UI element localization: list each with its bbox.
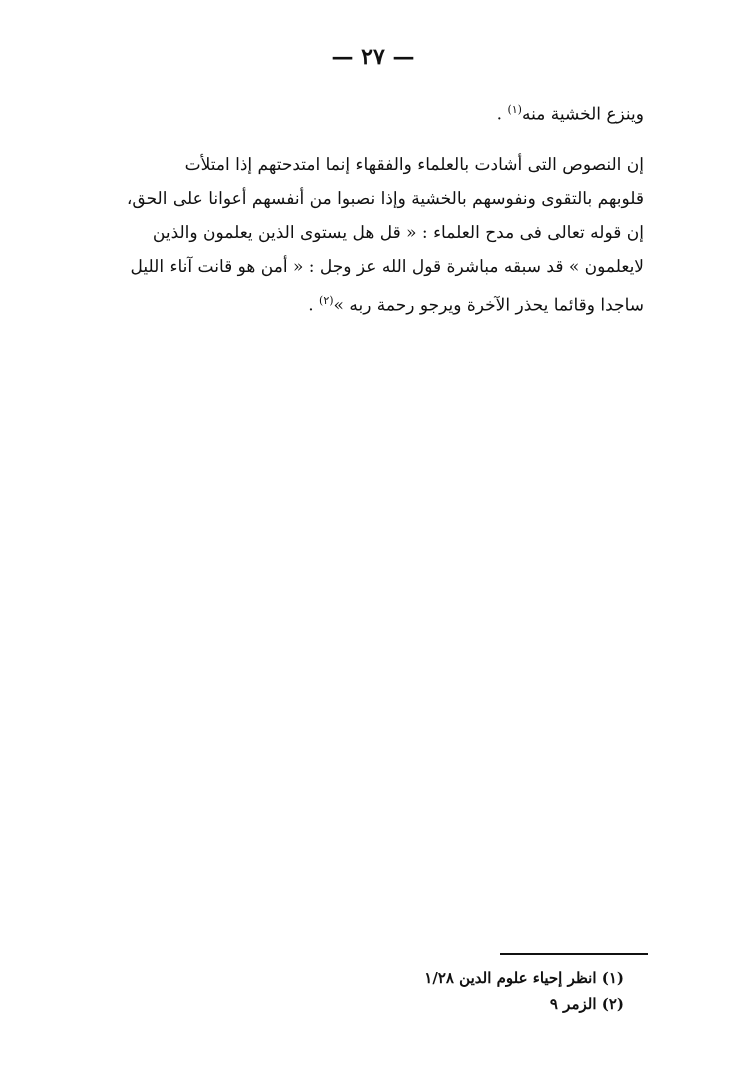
paragraph-line: قلوبهم بالتقوى ونفوسهم بالخشية وإذا نصبوا من أنفسهم أعوانا على الحق، (126, 189, 644, 209)
page-number: — ٢٧ — (331, 44, 415, 70)
last-line-text: ساجدا وقائما يحذر الآخرة ويرجو رحمة ربه » (333, 295, 644, 316)
intro-line (124, 96, 644, 129)
footnote-1: (١) انظر إحياء علوم الدين ١/٢٨ (424, 969, 624, 987)
footnote-divider (500, 953, 648, 955)
last-line-end: . (308, 295, 320, 316)
intro-end: . (496, 104, 508, 125)
paragraph-line: إن النصوص التى أشادت بالعلماء والفقهاء إنما امتدحتهم إذا امتلأت (184, 155, 644, 175)
footnote-ref-2: (٢) (319, 294, 334, 307)
footnote-ref-1: (١) (507, 103, 522, 116)
paragraph-last-line (124, 284, 644, 323)
body-paragraph (124, 148, 644, 323)
footnote-2: (٢) الزمر ٩ (549, 995, 624, 1013)
intro-text: وينزع الخشية منه (521, 104, 644, 125)
paragraph-line: إن قوله تعالى فى مدح العلماء : « قل هل يستوى الذين يعلمون والذين (152, 223, 644, 243)
footnotes (324, 965, 624, 1017)
paragraph-line: لايعلمون » قد سبقه مباشرة قول الله عز وجل : « أمن هو قانت آناء الليل (130, 257, 644, 277)
